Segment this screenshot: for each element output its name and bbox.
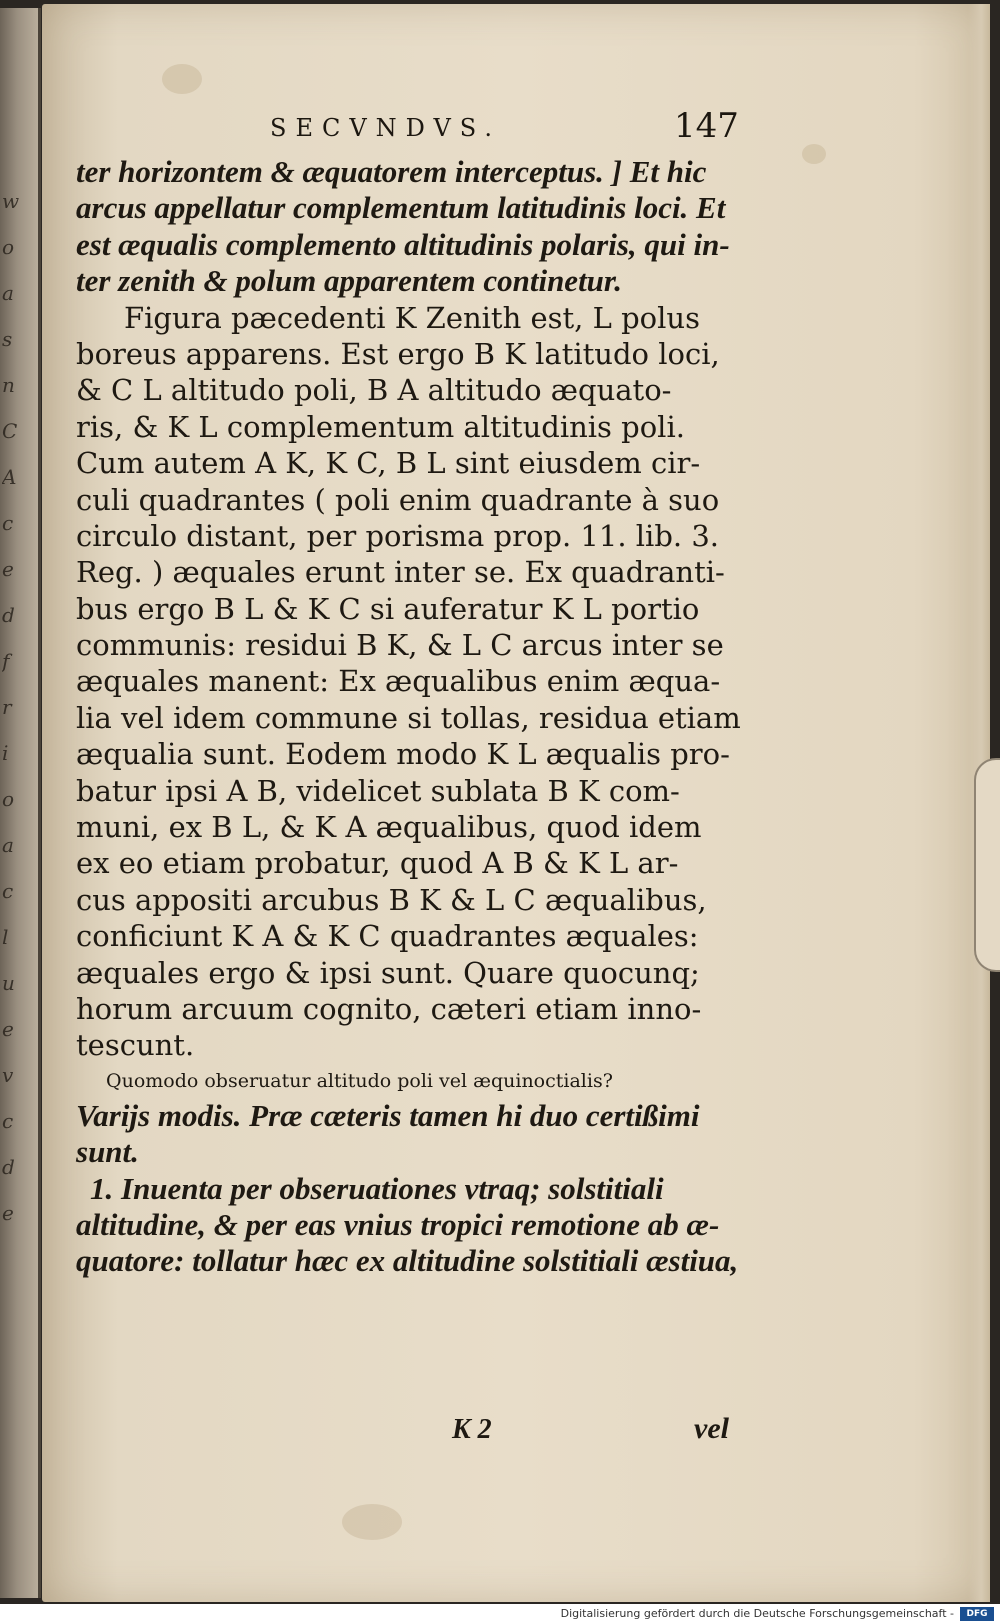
text-line: muni, ex B L, & K A æqualibus, quod idem bbox=[76, 810, 702, 845]
text-line: æquales ergo & ipsi sunt. Quare quocunq; bbox=[76, 955, 700, 990]
text-line: arcus appellatur complementum latitudinis loci. Et bbox=[76, 190, 726, 226]
text-line: ex eo etiam probatur, quod A B & K L ar- bbox=[76, 846, 679, 881]
page-clip-tab bbox=[974, 758, 1000, 972]
text-line: 1. Inuenta per obseruationes vtraq; solstitiali bbox=[90, 1170, 664, 1206]
text-line: & C L altitudo poli, B A altitudo æquato- bbox=[76, 373, 672, 408]
text-line: culi quadrantes ( poli enim quadrante à suo bbox=[76, 482, 720, 517]
text-line: Varijs modis. Præ cæteris tamen hi duo certißimi bbox=[76, 1097, 700, 1133]
page-header bbox=[42, 106, 990, 150]
text-line: tescunt. bbox=[76, 1028, 195, 1063]
dfg-logo: DFG bbox=[960, 1607, 994, 1621]
catchword: vel bbox=[694, 1412, 729, 1445]
text-line: quatore: tollatur hæc ex altitudine solstitiali æstiua, bbox=[76, 1243, 739, 1279]
text-line: ter horizontem & æquatorem interceptus. ] Et hic bbox=[76, 154, 707, 189]
funding-credit: Digitalisierung gefördert durch die Deutsche Forschungsgemeinschaft - bbox=[560, 1607, 954, 1620]
footer-bar bbox=[0, 1604, 1000, 1624]
text-line: conficiunt K A & K C quadrantes æquales: bbox=[76, 919, 699, 954]
text-line: Figura pæcedenti K Zenith est, L polus bbox=[124, 300, 700, 335]
text-line: est æqualis complemento altitudinis polaris, qui in- bbox=[76, 226, 730, 262]
paper-stain bbox=[162, 64, 202, 94]
text-line: circulo distant, per porisma prop. 11. lib. 3. bbox=[76, 518, 719, 553]
text-line: sunt. bbox=[76, 1134, 139, 1170]
page-number: 147 bbox=[674, 106, 739, 146]
text-line: Quomodo obseruatur altitudo poli vel æquinoctialis? bbox=[106, 1069, 613, 1092]
text-line: Cum autem A K, K C, B L sint eiusdem cir- bbox=[76, 446, 701, 481]
text-line: lia vel idem commune si tollas, residua etiam bbox=[76, 700, 741, 735]
page-text-block bbox=[76, 154, 776, 1280]
text-line: cus appositi arcubus B K & L C æqualibus, bbox=[76, 882, 707, 917]
text-line: æquales manent: Ex æqualibus enim æqua- bbox=[76, 664, 721, 699]
text-line: ter zenith & polum apparentem continetur. bbox=[76, 263, 623, 299]
running-head: SECVNDVS. bbox=[270, 114, 502, 142]
text-line: boreus apparens. Est ergo B K latitudo loci, bbox=[76, 336, 720, 371]
text-line: horum arcuum cognito, cæteri etiam inno- bbox=[76, 991, 702, 1026]
signature-mark: K 2 bbox=[452, 1414, 492, 1445]
facing-page-edge bbox=[0, 8, 41, 1598]
text-line: Reg. ) æquales erunt inter se. Ex quadranti- bbox=[76, 555, 725, 590]
book-page bbox=[42, 4, 990, 1602]
text-line: bus ergo B L & K C si auferatur K L portio bbox=[76, 591, 700, 626]
text-line: ris, & K L complementum altitudinis poli. bbox=[76, 409, 685, 444]
text-line: altitudine, & per eas vnius tropici remotione ab æ- bbox=[76, 1206, 720, 1242]
facing-page-letter-fragments: w o a s n C A c e d f r i o a c l u e v c d e bbox=[2, 189, 20, 1225]
text-line: communis: residui B K, & L C arcus inter se bbox=[76, 628, 724, 663]
text-line: æqualia sunt. Eodem modo K L æqualis pro- bbox=[76, 737, 730, 772]
text-line: batur ipsi A B, videlicet sublata B K com- bbox=[76, 773, 680, 808]
paper-stain bbox=[342, 1504, 402, 1540]
